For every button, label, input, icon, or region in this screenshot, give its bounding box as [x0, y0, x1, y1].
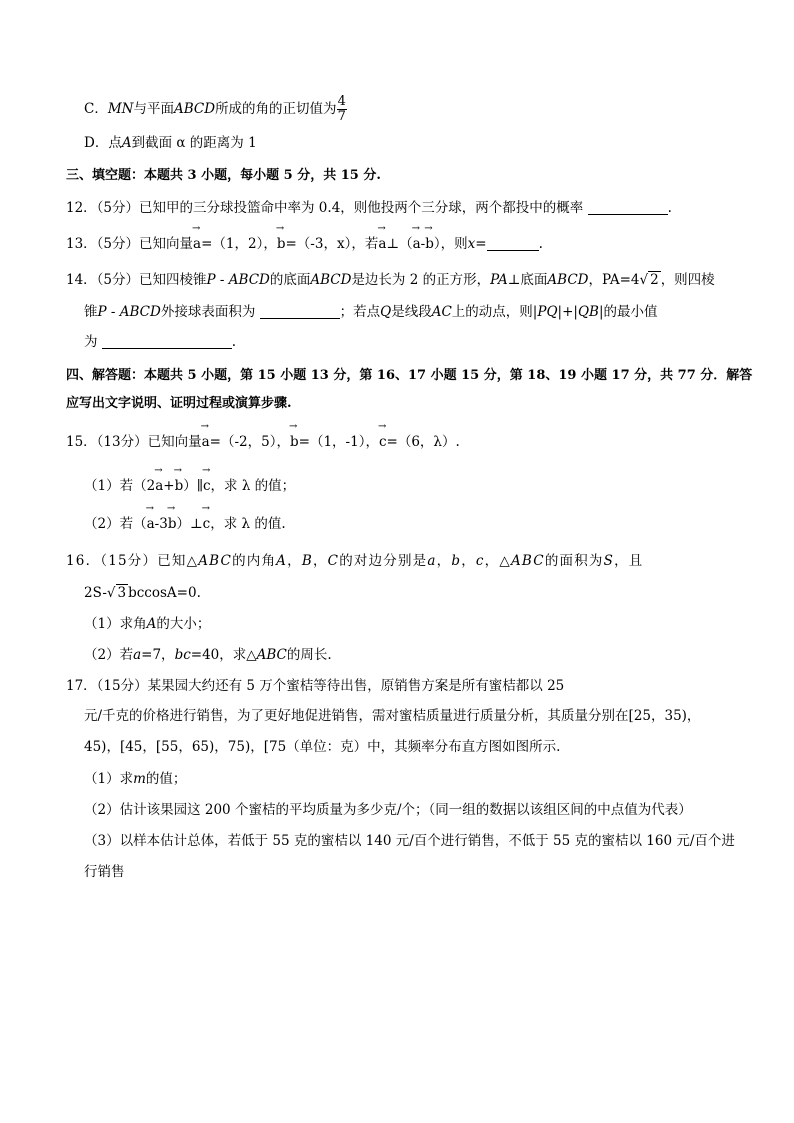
- section-heading-solutions-1: 四、解答题：本题共 5 小题，第 15 小题 13 分，第 16、17 小题 15 分，第 18、19 小题 17 分，共 77 分．解答: [66, 368, 753, 383]
- question-14-line-1: 14．（5分）已知四棱锥P - ABCD的底面ABCD是边长为 2 的正方形，PA⊥底面ABCD，PA=4√ 2 ，则四棱: [66, 272, 715, 288]
- question-16-part-2: （2）若a=7，bc=40，求△ABC的周长.: [84, 647, 332, 663]
- vector-c: → c: [203, 514, 211, 534]
- question-12: 12．（5分）已知甲的三分球投篮命中率为 0.4，则他投两个三分球，两个都投中的概率 .: [66, 200, 672, 216]
- vector-a: → a: [413, 234, 421, 254]
- sqrt-2: √ 2: [639, 272, 659, 288]
- question-17-part-3-line-1: （3）以样本估计总体，若低于 55 克的蜜桔以 140 元/百个进行销售，不低于 55 克的蜜桔以 160 元/百个进: [84, 833, 735, 849]
- question-14-line-2: 锥P - ABCD外接球表面积为 ；若点Q是线段AC上的动点，则|PQ|+|QB|的最小值: [84, 304, 658, 320]
- answer-blank[interactable]: [588, 200, 668, 215]
- vector-a: → a: [155, 476, 163, 496]
- question-15: 15．（13分）已知向量→ a=（-2，5），→ b=（1，-1），→ c=（6，λ）.: [66, 432, 460, 452]
- vector-b: → b: [277, 234, 286, 254]
- section-heading-fill-in: 三、填空题：本题共 3 小题，每小题 5 分，共 15 分.: [66, 168, 381, 183]
- question-16-part-1: （1）求角A的大小；: [84, 616, 211, 632]
- option-c: C．MN与平面ABCD所成的角的正切值为 $\frac{4}{7}$: [84, 94, 346, 124]
- vector-c: → c: [379, 432, 387, 452]
- option-d: D．点A到截面 α 的距离为 1: [84, 135, 257, 151]
- vector-a: → a: [193, 234, 201, 254]
- question-15-part-2: （2）若（→ a-3→ b）⊥→ c，求 λ 的值.: [84, 514, 286, 534]
- answer-blank[interactable]: [102, 334, 232, 349]
- question-16-line-1: 16．（15分）已知△ABC的内角A，B，C的对边分别是a，b，c，△ABC的面积为S，且: [66, 553, 644, 569]
- vector-b: → b: [425, 234, 434, 254]
- sqrt-3: √ 3: [106, 585, 127, 601]
- vector-a: → a: [147, 514, 155, 534]
- answer-blank[interactable]: [487, 236, 539, 251]
- vector-a: → a: [378, 234, 386, 254]
- section-heading-solutions-2: 应写出文字说明、证明过程或演算步骤.: [66, 396, 292, 411]
- question-14-line-3: 为 .: [84, 334, 237, 350]
- vector-b: → b: [168, 514, 177, 534]
- question-17-line-1: 17．（15分）某果园大约还有 5 万个蜜桔等待出售，原销售方案是所有蜜桔都以 25: [66, 678, 565, 694]
- fraction-4-7: $\frac{4}{7}$: [337, 94, 346, 124]
- question-17-part-1: （1）求m的值；: [84, 771, 187, 787]
- question-17-line-2: 元/千克的价格进行销售，为了更好地促进销售，需对蜜桔质量进行质量分析，其质量分别在[25，35)，: [84, 708, 701, 724]
- question-17-line-3: 45)，[45，[55，65)，75)，[75（单位：克）中，其频率分布直方图如图所示.: [84, 739, 561, 755]
- question-15-part-1: （1）若（2→ a+→ b）∥→ c，求 λ 的值；: [84, 476, 295, 496]
- vector-a: → a: [202, 432, 210, 452]
- vector-c: → c: [203, 476, 211, 496]
- question-17-part-2: （2）估计该果园这 200 个蜜桔的平均质量为多少克/个；（同一组的数据以该组区间的中点值为代表）: [84, 802, 692, 818]
- question-13: 13．（5分）已知向量→ a=（1，2），→ b=（-3，x），若→ a⊥（→ a-→ b），则x= .: [66, 234, 543, 254]
- question-16-line-2: 2S-√ 3 bccosA=0.: [84, 585, 201, 601]
- vector-b: → b: [175, 476, 184, 496]
- vector-b: → b: [290, 432, 299, 452]
- answer-blank[interactable]: [260, 304, 340, 319]
- question-17-part-3-line-2: 行销售: [84, 864, 125, 880]
